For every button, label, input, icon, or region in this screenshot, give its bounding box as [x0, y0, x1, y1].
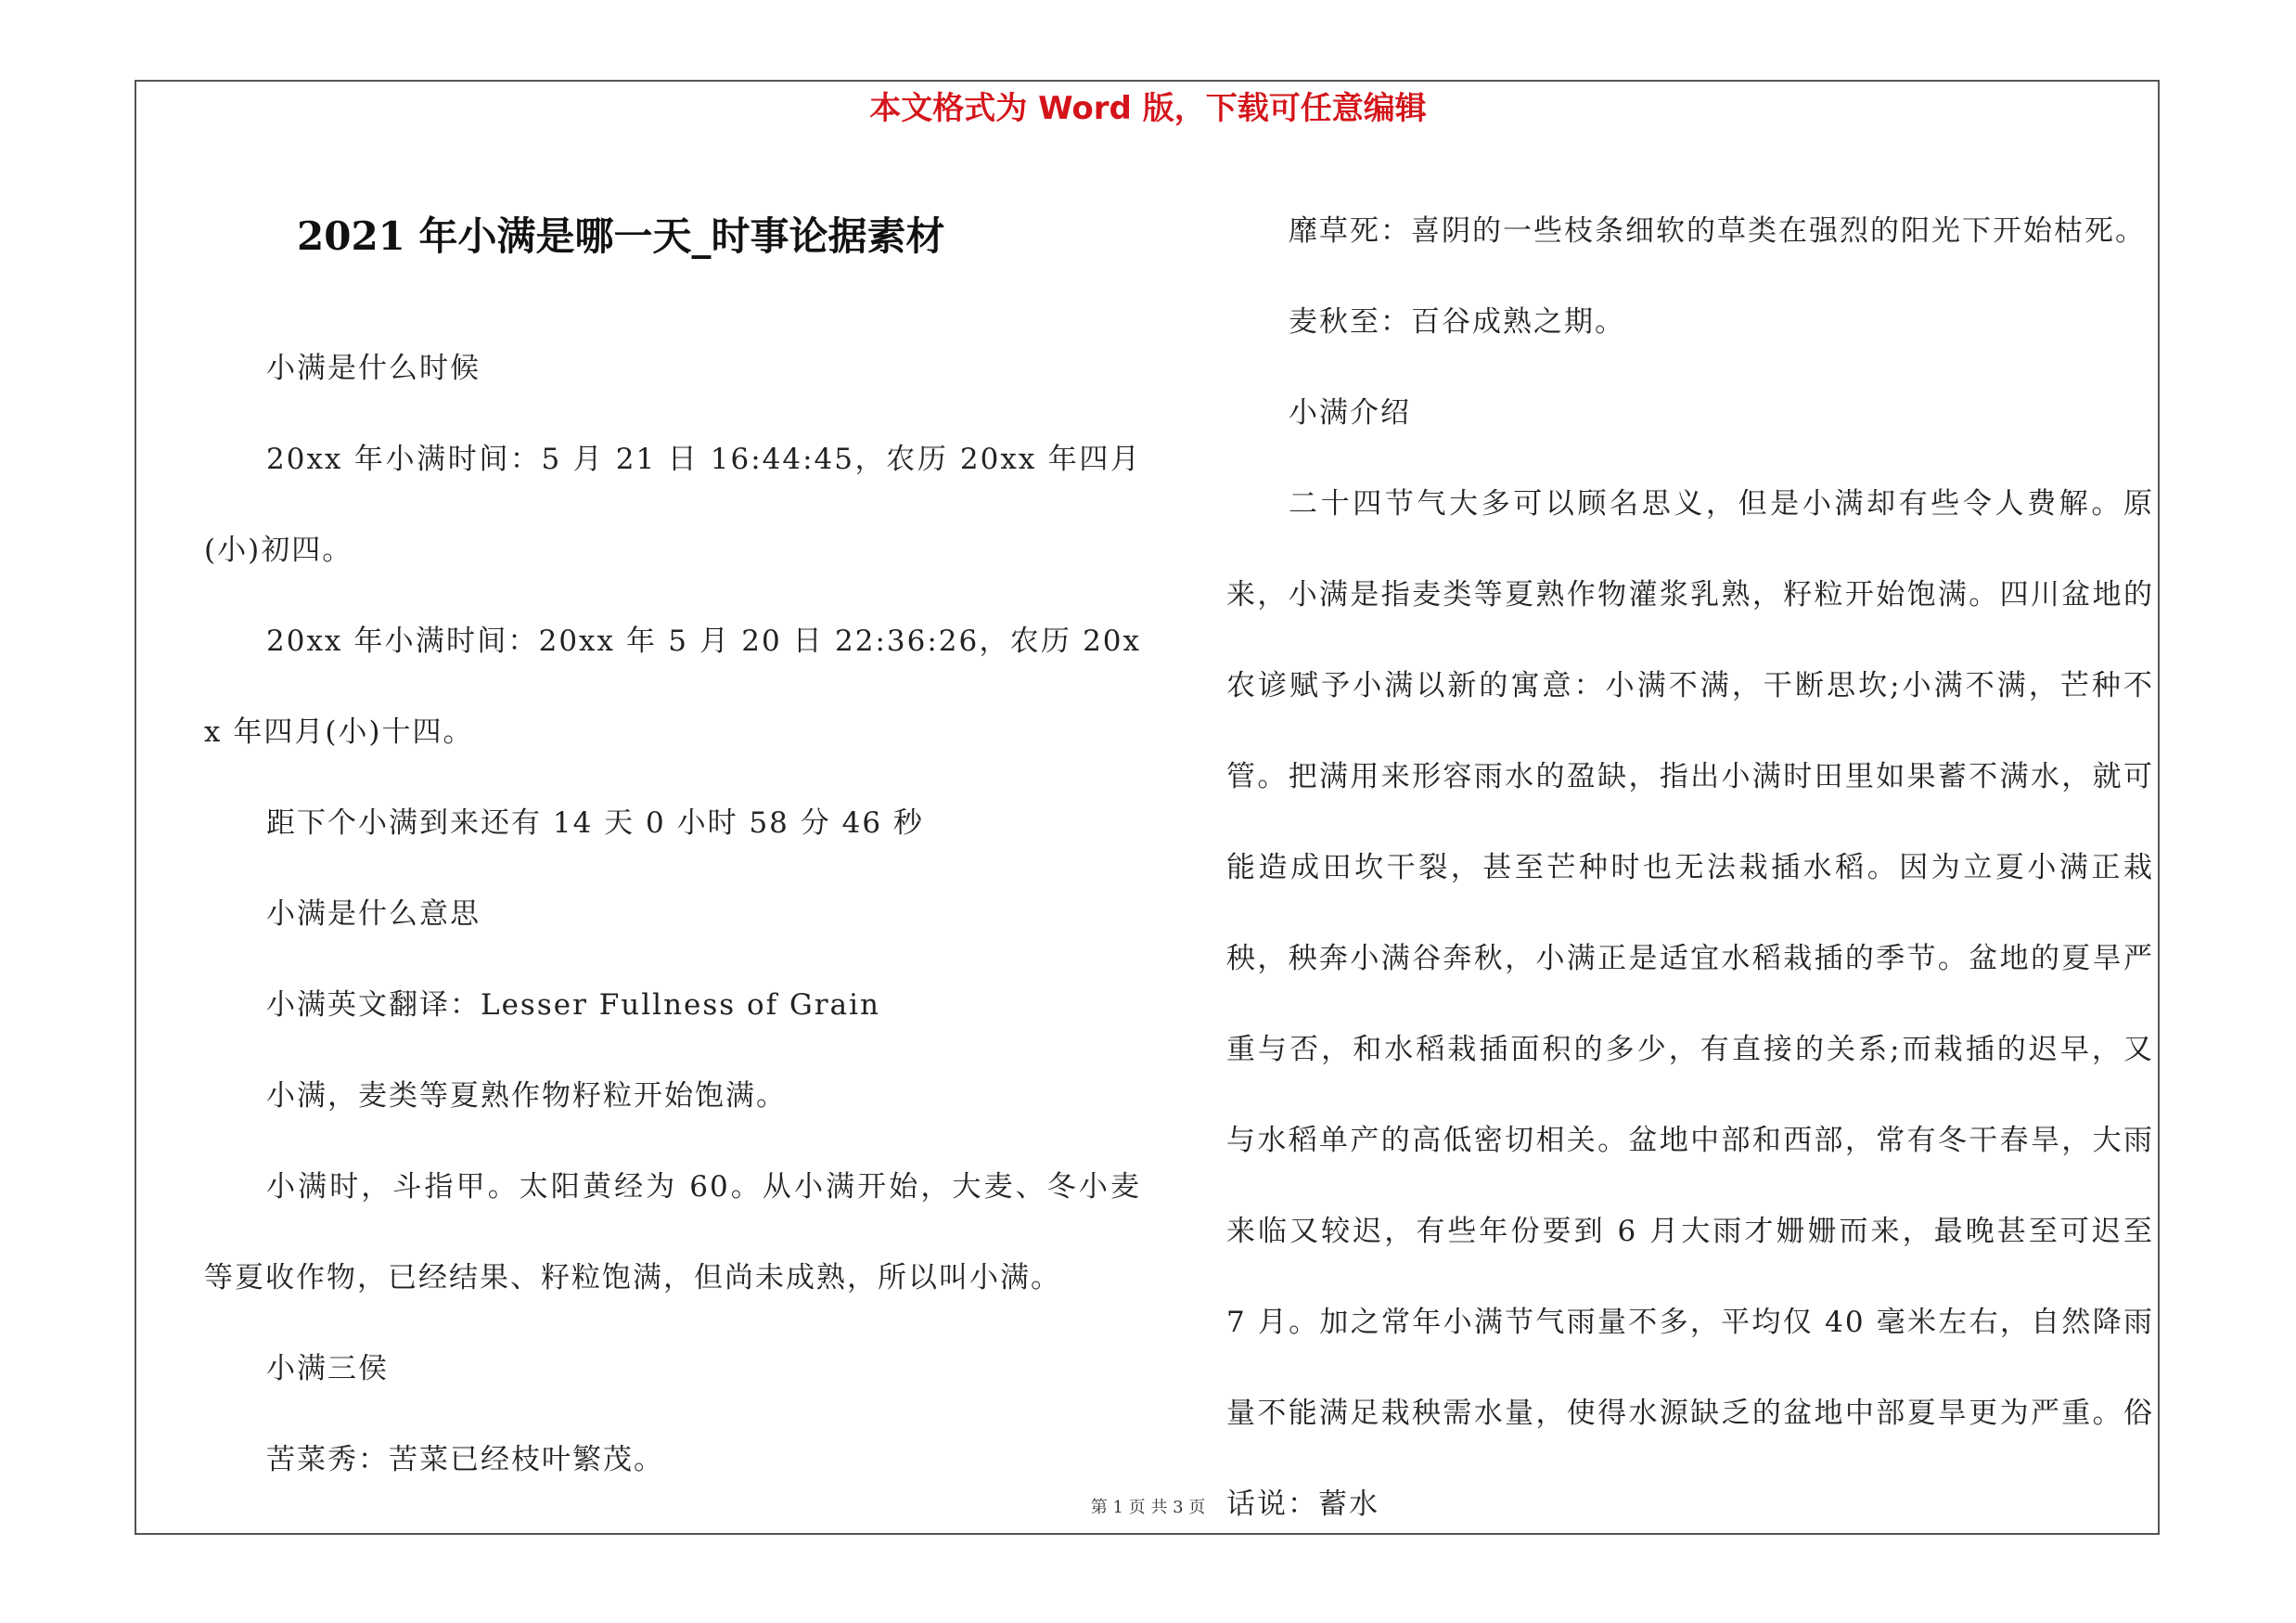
paragraph: 小满英文翻译：Lesser Fullness of Grain — [266, 988, 880, 1022]
paragraph: 麦秋至：百谷成熟之期。 — [1289, 305, 1625, 339]
page-number-footer: 第 1 页 共 3 页 — [1090, 1498, 1206, 1517]
right-column — [1226, 186, 2154, 1550]
document-title: 2021 年小满是哪一天_时事论据素材 — [297, 213, 945, 259]
paragraph: 苦菜秀：苦菜已经枝叶繁茂。 — [266, 1443, 664, 1476]
paragraph: 靡草死：喜阴的一些枝条细软的草类在强烈的阳光下开始枯死。 — [1289, 214, 2146, 248]
edit-notice-banner: 本文格式为 Word 版，下载可任意编辑 — [869, 90, 1427, 127]
paragraph: 20xx 年小满时间：5 月 21 日 16:44:45，农历 20xx 年四月(小)初四。 — [204, 443, 1141, 567]
paragraph: 小满是什么意思 — [266, 897, 481, 931]
paragraph: 小满介绍 — [1289, 396, 1411, 430]
paragraph: 小满是什么时候 — [266, 352, 481, 385]
left-column — [204, 323, 1141, 1505]
paragraph: 二十四节气大多可以顾名思义，但是小满却有些令人费解。原来，小满是指麦类等夏熟作物灌浆乳熟，籽粒开始饱满。四川盆地的农谚赋予小满以新的寓意：小满不满，干断思坎;小满不满，芒种不管。把满用来形容雨水的盈缺，指出小满时田里如果蓄不满水，就可能造成田坎干裂，甚至芒种时也无法栽插水稻。因为立夏小满正栽秧，秧奔小满谷奔秋，小满正是适宜水稻栽插的季节。盆地的夏旱严重与否，和水稻栽插面积的多少，有直接的关系;而栽插的迟早，又与水稻单产的高低密切相关。盆地中部和西部，常有冬干春旱，大雨来临又较迟，有些年份要到 6 月大雨才姗姗而来，最晚甚至可迟至 7 月。加之常年小满节气雨量不多，平均仅 40 毫米左右，自然降雨量不能满足栽秧需水量，使得水源缺乏的盆地中部夏旱更为严重。俗话说：蓄水 — [1226, 487, 2154, 1521]
paragraph: 距下个小满到来还有 14 天 0 小时 58 分 46 秒 — [266, 806, 924, 840]
paragraph: 小满，麦类等夏熟作物籽粒开始饱满。 — [266, 1079, 787, 1113]
paragraph: 小满三侯 — [266, 1352, 389, 1385]
paragraph: 20xx 年小满时间：20xx 年 5 月 20 日 22:36:26，农历 20xx 年四月(小)十四。 — [204, 625, 1141, 749]
paragraph: 小满时，斗指甲。太阳黄经为 60。从小满开始，大麦、冬小麦等夏收作物，已经结果、籽粒饱满，但尚未成熟，所以叫小满。 — [204, 1170, 1141, 1295]
